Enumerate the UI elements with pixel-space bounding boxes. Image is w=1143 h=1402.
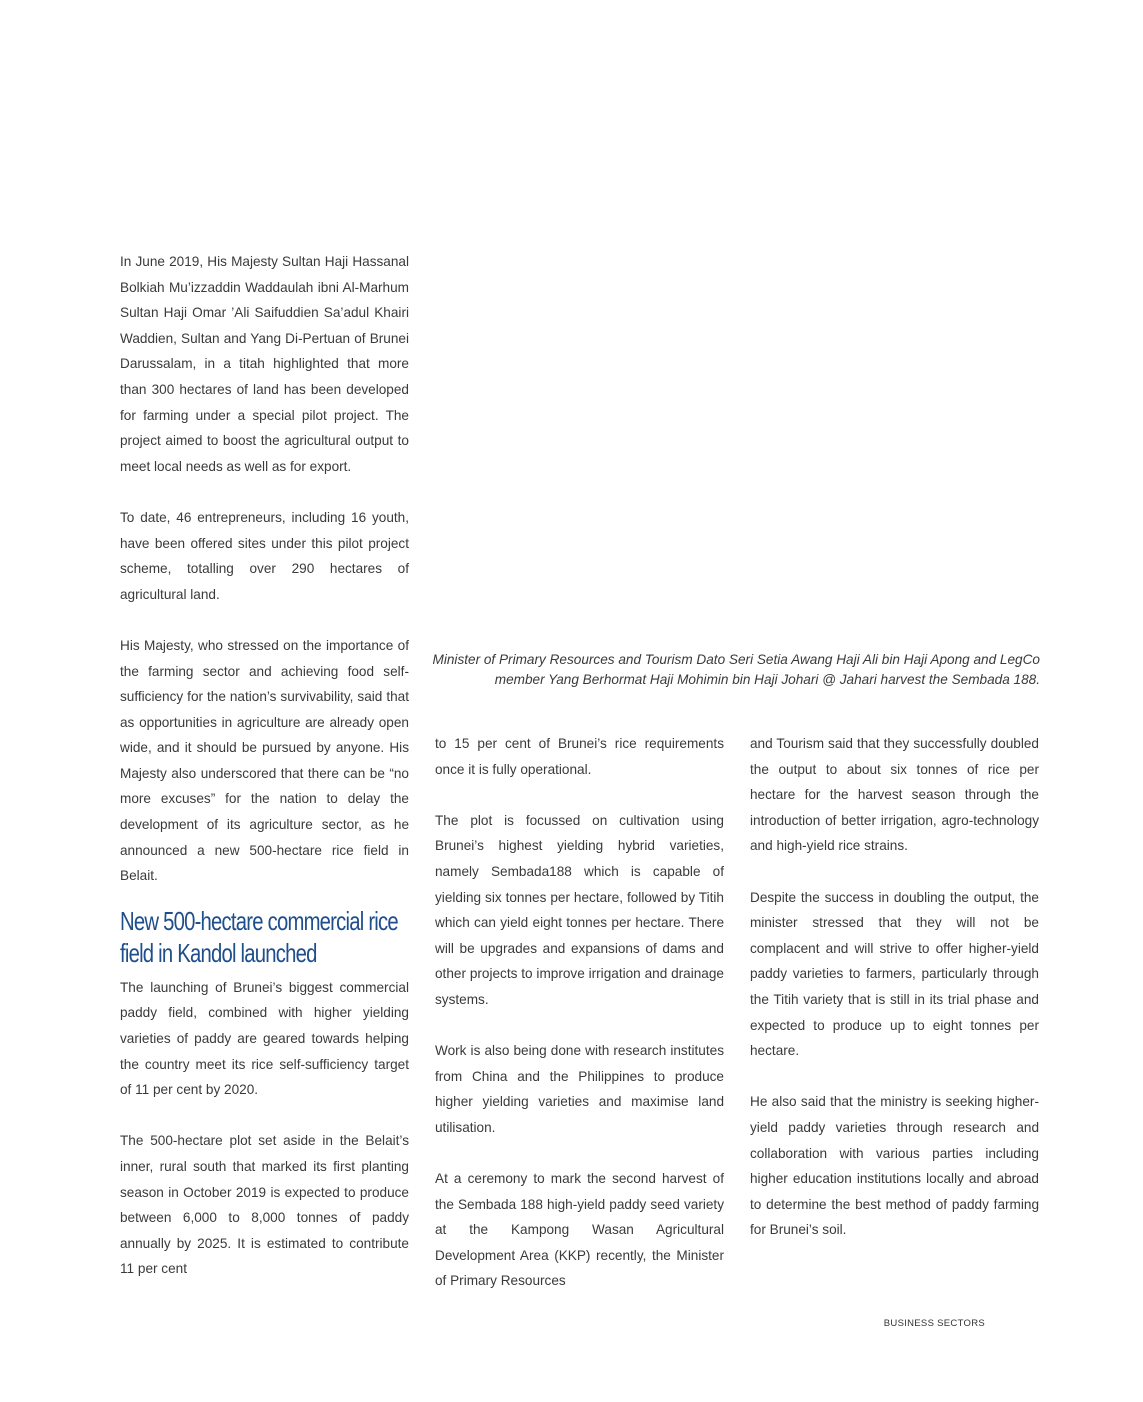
paragraph: In June 2019, His Majesty Sultan Haji Hassanal Bolkiah Mu’izzaddin Waddaulah ibni Al-Marhum Sultan Haji Omar ’Ali Saifuddien Sa’adul Khairi Waddien, Sultan and Yang Di-Pertuan of Brunei Darussalam, in a titah highlighted that more than 300 hectares of land has been developed for farming under a special pilot project. The project aimed to boost the agricultural output to meet local needs as well as for export. [120, 254, 409, 474]
paragraph: to 15 per cent of Brunei’s rice requirements once it is fully operational. [435, 736, 724, 777]
paragraph: The launching of Brunei’s biggest commercial paddy field, combined with higher yielding varieties of paddy are geared towards helping the country meet its rice self-sufficiency target of 11 per cent by 2020. [120, 979, 409, 1098]
middle-column [435, 731, 724, 1294]
section-heading: New 500-hectare commercial rice field in Kandol launched [120, 905, 398, 968]
paragraph: He also said that the ministry is seeking higher-yield paddy varieties through research and collaboration with various parties including higher education institutions locally and abroad to determine the best method of paddy farming for Brunei’s soil. [750, 1094, 1039, 1238]
paragraph: and Tourism said that they successfully doubled the output to about six tonnes of rice per hectare for the harvest season through the introduction of better irrigation, agro-technology and high-yield rice strains. [750, 736, 1039, 854]
paragraph: To date, 46 entrepreneurs, including 16 youth, have been offered sites under this pilot project scheme, totalling over 290 hectares of agricultural land. [120, 509, 409, 602]
section-heading-wrapper [120, 905, 409, 975]
paragraph: At a ceremony to mark the second harvest of the Sembada 188 high-yield paddy seed variety at the Kampong Wasan Agricultural Development Area (KKP) recently, the Minister of Primary Resources [435, 1171, 724, 1289]
paragraph: His Majesty, who stressed on the importance of the farming sector and achieving food self-sufficiency for the nation’s survivability, said that as opportunities in agriculture are already open wide, and it should be pursued by anyone. His Majesty also underscored that there can be “no more excuses” for the nation to delay the development of its agriculture sector, as he announced a new 500-hectare rice field in Belait. [120, 637, 409, 884]
paragraph: Despite the success in doubling the output, the minister stressed that they will not be complacent and will strive to offer higher-yield paddy varieties to farmers, particularly through the Titih variety that is still in its trial phase and expected to produce up to eight tonnes per hectare. [750, 889, 1039, 1059]
right-column [750, 731, 1039, 1243]
paragraph: The 500-hectare plot set aside in the Belait’s inner, rural south that marked its first planting season in October 2019 is expected to produce between 6,000 to 8,000 tonnes of paddy annually by 2025. It is estimated to contribute 11 per cent [120, 1133, 409, 1277]
paragraph: The plot is focussed on cultivation using Brunei’s highest yielding hybrid varieties, namely Sembada188 which is capable of yielding six tonnes per hectare, followed by Titih which can yield eight tonnes per hectare. There will be upgrades and expansions of dams and other projects to improve irrigation and drainage systems. [435, 812, 724, 1007]
footer-section-label: BUSINESS SECTORS [883, 1318, 985, 1329]
photo-caption: Minister of Primary Resources and Tourism Dato Seri Setia Awang Haji Ali bin Haji Apong and LegCo member Yang Berhormat Haji Mohimin bin Haji Johari @ Jahari harvest the Sembada 188. [432, 652, 1040, 687]
paragraph: Work is also being done with research institutes from China and the Philippines to produce higher yielding varieties and maximise land utilisation. [435, 1043, 724, 1135]
left-column [120, 249, 409, 1282]
